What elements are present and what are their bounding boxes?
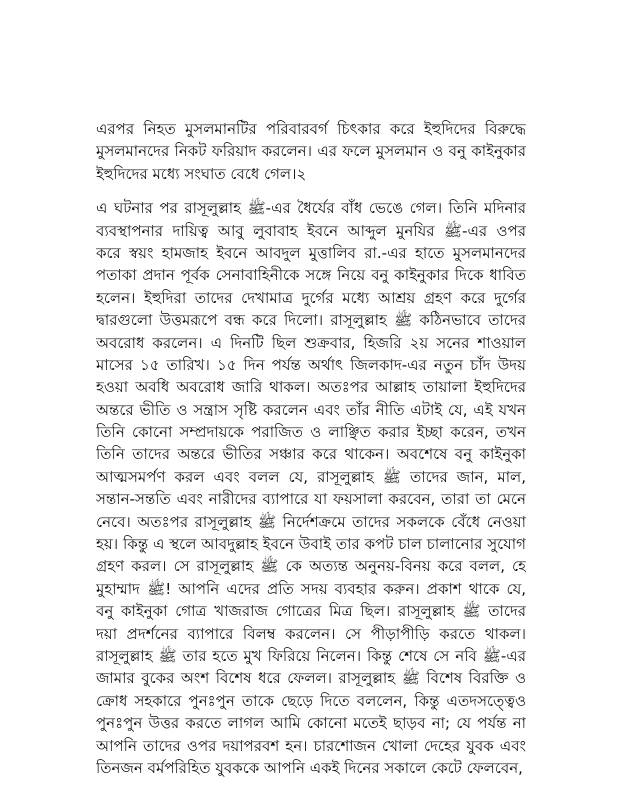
text-line: করে স্বয়ং হামজাহ ইবনে আবদুল মুত্তালিব রা.-এর হাতে মুসলমানদের (96, 243, 526, 262)
text-line: মুসলমানদের নিকট ফরিয়াদ করলেন। এর ফলে মুসলমান ও বনু কাইনুকার (96, 142, 526, 161)
text-line: পতাকা প্রদান পূর্বক সেনাবাহিনীকে সঙ্গে নিয়ে বনু কাইনুকার দিকে ধাবিত (96, 266, 526, 285)
text-line: পুনঃপুন উত্তর করতে লাগল আমি কোনো মতেই ছাড়ব না; যে পর্যন্ত না (96, 714, 526, 733)
text-line: হলেন। ইহুদিরা তাদের দেখামাত্র দুর্গের মধ্যে আশ্রয় গ্রহণ করে দুর্গের (96, 288, 526, 307)
text-line: হয়। কিন্তু এ স্থলে আবদুল্লাহ ইবনে উবাই তার কপট চাল চালানোর সুযোগ (96, 535, 526, 554)
text-line: ব্যবস্থাপনার দায়িত্ব আবু লুবাবাহ ইবনে আব্দুল মুনযির ﷺ-এর ওপর (96, 221, 526, 240)
paragraph-siege (96, 197, 526, 779)
text-line: দ্বারগুলো উত্তমরূপে বন্ধ করে দিলো। রাসূলুল্লাহ ﷺ কঠিনভাবে তাদের (96, 311, 526, 330)
text-line: সন্তান-সন্ততি এবং নারীদের ব্যাপারে যা ফয়সালা করবেন, তারা তা মেনে (96, 490, 526, 509)
text-line: মাসের ১৫ তারিখ। ১৫ দিন পর্যন্ত অর্থাৎ জিলকাদ-এর নতুন চাঁদ উদয় (96, 355, 526, 374)
text-line: তিনি তাদের অন্তরে ভীতির সঞ্চার করে থাকেন। অবশেষে বনু কাইনুকা (96, 445, 526, 464)
text-line: হওয়া অবধি অবরোধ জারি থাকল। অতঃপর আল্লাহ তায়ালা ইহুদিদের (96, 378, 526, 397)
text-line: মুহাম্মাদ ﷺ! আপনি এদের প্রতি সদয় ব্যবহার করুন। প্রকাশ থাকে যে, (96, 579, 526, 598)
text-line: এ ঘটনার পর রাসূলুল্লাহ ﷺ-এর ধৈর্যের বাঁধ ভেঙে গেল। তিনি মদিনার (96, 199, 526, 218)
document-page (96, 118, 526, 779)
text-line: অবরোধ করলেন। এ দিনটি ছিল শুক্রবার, হিজরি ২য় সনের শাওয়াল (96, 333, 526, 352)
paragraph-complaint (96, 118, 526, 185)
text-line: গ্রহণ করল। সে রাসূলুল্লাহ ﷺ কে অত্যন্ত অনুনয়-বিনয় করে বলল, হে (96, 557, 526, 576)
text-line: তিনি কোনো সম্প্রদায়কে পরাজিত ও লাঞ্ছিত করার ইচ্ছা করেন, তখন (96, 423, 526, 442)
text-line: নেবে। অতঃপর রাসূলুল্লাহ ﷺ নির্দেশক্রমে তাদের সকলকে বেঁধে নেওয়া (96, 512, 526, 531)
text-line: অন্তরে ভীতি ও সন্ত্রাস সৃষ্টি করলেন এবং তাঁর নীতি এটাই যে, এই যখন (96, 400, 526, 419)
text-line: ক্রোধ সহকারে পুনঃপুন তাকে ছেড়ে দিতে বললেন, কিন্তু এতদসত্ত্বেও (96, 691, 526, 710)
text-line: আত্মসমর্পণ করল এবং বলল যে, রাসূলুল্লাহ ﷺ তাদের জান, মাল, (96, 467, 526, 486)
text-line: আপনি তাদের ওপর দয়াপরবশ হন। চারশোজন খোলা দেহের যুবক এবং (96, 736, 526, 755)
text-line: জামার বুকের অংশ বিশেষ ধরে ফেলল। রাসূলুল্লাহ ﷺ বিশেষ বিরক্তি ও (96, 669, 526, 688)
text-line: রাসূলুল্লাহ ﷺ তার হতে মুখ ফিরিয়ে নিলেন। কিন্তু শেষে সে নবি ﷺ-এর (96, 647, 526, 665)
text-line: বনু কাইনুকা গোত্র খাজরাজ গোত্রের মিত্র ছিল। রাসূলুল্লাহ ﷺ তাদের (96, 602, 526, 621)
text-line: তিনজন বর্মপরিহিত যুবককে আপনি একই দিনের সকালে কেটে ফেলবেন, (96, 758, 523, 777)
text-line: এরপর নিহত মুসলমানটির পরিবারবর্গ চিৎকার করে ইহুদিদের বিরুদ্ধে (96, 120, 526, 138)
text-line: ইহুদিদের মধ্যে সংঘাত বেধে গেল।২ (96, 164, 307, 183)
text-line: দয়া প্রদর্শনের ব্যাপারে বিলম্ব করলেন। সে পীড়াপীড়ি করতে থাকল। (96, 624, 526, 643)
